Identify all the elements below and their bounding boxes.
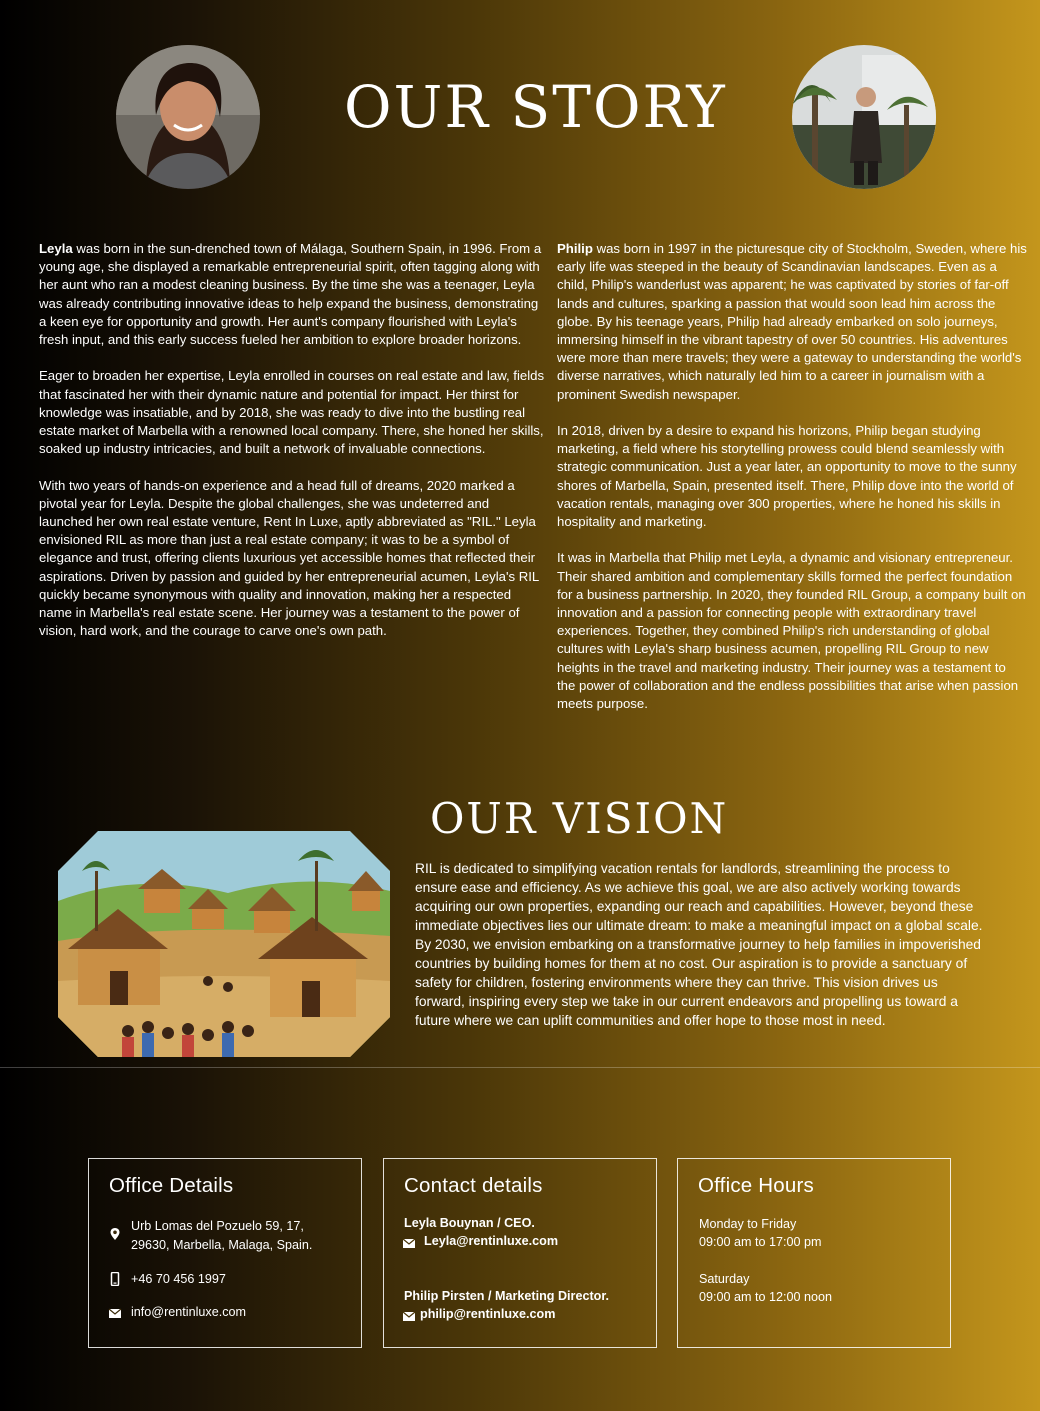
village-illustration: [58, 831, 390, 1057]
our-story-title: OUR STORY: [344, 73, 727, 141]
contact-details-box: [383, 1158, 657, 1348]
leyla-name: Leyla: [39, 241, 73, 256]
office-details-title: Office Details: [109, 1174, 234, 1197]
envelope-icon: [402, 1309, 416, 1323]
philip-paragraph-1: [557, 240, 1027, 404]
leyla-paragraph-1: [39, 240, 545, 349]
vision-paragraph: RIL is dedicated to simplifying vacation rentals for landlords, streamlining the process to ensure ease and efficiency. As we achieve this goal, we are also actively working towards acquiring our own properties, expanding our reach and capabilities. However, beyond these immediate objectives lies our ultimate dream: to make a meaningful impact on a global scale. By 2030, we envision embarking on a transformative journey to help families in impoverished countries by building homes for them at no cost. Our aspiration is to provide a sanctuary of safety for children, fostering environments where they can thrive. This vision drives us forward, inspiring every step we take in our current endeavors and propelling us toward a future where we can uplift communities and offer hope to those most in need.: [415, 861, 983, 1029]
office-details-box: [88, 1158, 362, 1348]
office-hours-box: [677, 1158, 951, 1348]
philip-portrait: [792, 45, 936, 189]
weekday-hours: 09:00 am to 17:00 pm: [699, 1235, 822, 1249]
office-email[interactable]: info@rentinluxe.com: [131, 1305, 246, 1319]
philip-paragraph-3: It was in Marbella that Philip met Leyla, a dynamic and visionary entrepreneur. Their shared ambition and complementary skills formed the perfect foundation for a business partnership. In 2020, they founded RIL Group, a company built on innovation and a passion for connecting people with extraordinary travel experiences. Together, they combined Philip's rich understanding of global cultures with Leyla's sharp business acumen, propelling RIL Group to new heights in the travel and marketing industry. Their journey was a testament to the power of collaboration and the endless possibilities that arise when passion meets purpose.: [557, 550, 1026, 712]
address-line-1: Urb Lomas del Pozuelo 59, 17,: [131, 1219, 304, 1233]
office-hours-title: Office Hours: [698, 1174, 814, 1197]
address-line-2: 29630, Marbella, Malaga, Spain.: [131, 1238, 313, 1252]
contact-1-name: Leyla Bouynan / CEO.: [404, 1216, 535, 1230]
philip-paragraph-1-text: was born in 1997 in the picturesque city of Stockholm, Sweden, where his early life was steeped in the beauty of Scandinavian landscapes. Even as a child, Philip's wanderlust was apparent; he was captivated by stories of far-off lands and cultures, sparking a passion that would soon lead him across the globe. By his teenage years, Philip had already embarked on solo journeys, immersing himself in the vibrant tapestry of over 50 countries. His adventures were more than mere travels; they were a gateway to understanding the world's diverse narratives, which naturally led him to a career in journalism with a prominent Swedish newspaper.: [557, 241, 1027, 402]
contact-2-email[interactable]: philip@rentinluxe.com: [420, 1307, 556, 1321]
leyla-paragraph-1-text: was born in the sun-drenched town of Málaga, Southern Spain, in 1996. From a young age, she displayed a remarkable entrepreneurial spirit, often tagging along with her aunt who ran a modest cleaning business. By the time she was a teenager, Leyla was already contributing innovative ideas to help expand the business, demonstrating a keen eye for opportunity and growth. Her aunt's company flourished with Leyla's fresh input, and this early success fueled her ambition to explore broader horizons.: [39, 241, 542, 348]
contact-details-title: Contact details: [404, 1174, 543, 1197]
philip-name: Philip: [557, 241, 593, 256]
philip-paragraph-2: In 2018, driven by a desire to expand his horizons, Philip began studying marketing, a field where his storytelling prowess could blend seamlessly with strategic communication. Just a year later, an opportunity to move to the sunny shores of Marbella, Spain, presented itself. There, Philip dove into the world of vacation rentals, managing over 300 properties, where he honed his skills in hospitality and marketing.: [557, 423, 1017, 530]
leyla-paragraph-3: With two years of hands-on experience and a head full of dreams, 2020 marked a pivotal year for Leyla. Despite the global challenges, she was undeterred and launched her own real estate venture, Rent In Luxe, aptly abbreviated as "RIL." Leyla envisioned RIL as more than just a real estate company; it was to be a symbol of elegance and trust, offering clients luxurious yet accessible homes that reflected their aspirations. Driven by passion and guided by her entrepreneurial acumen, Leyla's RIL quickly became synonymous with quality and innovation, making her a respected name in Marbella's real estate scene. Her journey was a testament to the power of vision, hard work, and the courage to carve one's own path.: [39, 477, 539, 639]
leyla-paragraph-2: Eager to broaden her expertise, Leyla enrolled in courses on real estate and law, fields that fascinated her with their dynamic nature and potential for impact. Her thirst for knowledge was insatiable, and by 2018, she was ready to dive into the bustling real estate market of Marbella with a renowned local company. There, she honed her skills, soaked up industry intricacies, and built a network of invaluable connections.: [39, 368, 545, 457]
contact-2-name: Philip Pirsten / Marketing Director.: [404, 1289, 610, 1303]
envelope-icon: [108, 1306, 122, 1320]
saturday-hours: 09:00 am to 12:00 noon: [699, 1290, 833, 1304]
office-phone[interactable]: +46 70 456 1997: [131, 1272, 226, 1286]
philip-story-column: [557, 240, 1027, 731]
contact-1-email[interactable]: Leyla@rentinluxe.com: [424, 1234, 559, 1248]
section-divider: [0, 1067, 1040, 1068]
envelope-icon: [402, 1236, 416, 1250]
weekday-label: Monday to Friday: [699, 1217, 797, 1231]
saturday-label: Saturday: [699, 1272, 750, 1286]
our-vision-title: OUR VISION: [430, 794, 729, 843]
phone-icon: [108, 1272, 122, 1286]
location-pin-icon: [108, 1227, 122, 1241]
leyla-portrait: [116, 45, 260, 189]
leyla-story-column: [39, 240, 545, 659]
